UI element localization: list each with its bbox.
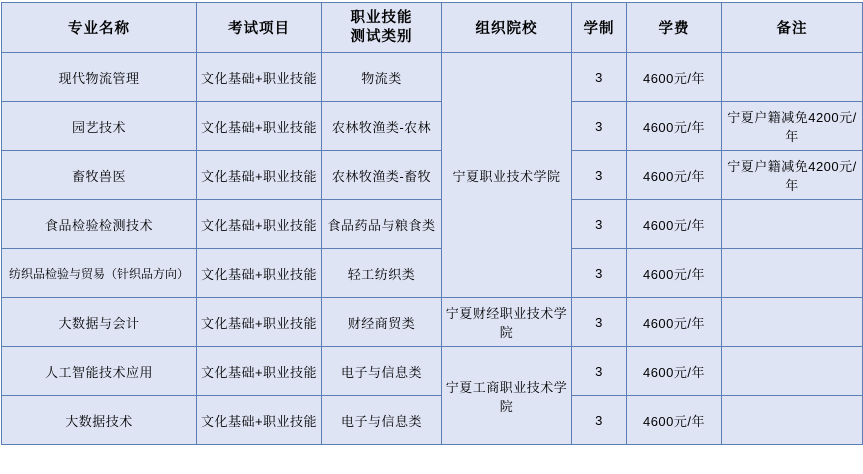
cell-remark: 宁夏户籍减免4200元/年: [722, 151, 863, 200]
column-header-remark: 备注: [722, 3, 863, 53]
column-header-skill-line1: 职业技能: [350, 10, 413, 27]
cell-school-merged: 宁夏财经职业技术学院: [442, 298, 572, 347]
cell-major: 畜牧兽医: [2, 151, 197, 200]
cell-skill: 食品药品与粮食类: [322, 200, 442, 249]
table-row: [2, 347, 863, 396]
column-header-school: 组织院校: [442, 3, 572, 53]
cell-years: 3: [572, 53, 627, 102]
cell-major: 现代物流管理: [2, 53, 197, 102]
cell-exam: 文化基础+职业技能: [197, 102, 322, 151]
cell-years: 3: [572, 396, 627, 445]
cell-fee: 4600元/年: [627, 249, 722, 298]
cell-major: 食品检验检测技术: [2, 200, 197, 249]
cell-skill: 物流类: [322, 53, 442, 102]
cell-fee: 4600元/年: [627, 53, 722, 102]
cell-exam: 文化基础+职业技能: [197, 151, 322, 200]
table-header: [2, 3, 863, 53]
table-header-row: [2, 3, 863, 53]
table-row: [2, 102, 863, 151]
cell-remark: [722, 347, 863, 396]
column-header-skill: [322, 3, 442, 53]
cell-major: 园艺技术: [2, 102, 197, 151]
cell-major: 纺织品检验与贸易（针织品方向）: [2, 249, 197, 298]
cell-fee: 4600元/年: [627, 102, 722, 151]
column-header-skill-line2: 测试类别: [350, 28, 413, 45]
cell-exam: 文化基础+职业技能: [197, 53, 322, 102]
table-body: [2, 53, 863, 445]
cell-fee: 4600元/年: [627, 298, 722, 347]
cell-remark: 宁夏户籍减免4200元/年: [722, 102, 863, 151]
cell-fee: 4600元/年: [627, 200, 722, 249]
table-row: [2, 396, 863, 445]
cell-years: 3: [572, 151, 627, 200]
cell-skill: 农林牧渔类-农林: [322, 102, 442, 151]
cell-skill: 电子与信息类: [322, 347, 442, 396]
cell-years: 3: [572, 102, 627, 151]
cell-years: 3: [572, 200, 627, 249]
cell-exam: 文化基础+职业技能: [197, 200, 322, 249]
column-header-fee: 学费: [627, 3, 722, 53]
cell-major: 人工智能技术应用: [2, 347, 197, 396]
cell-skill: 财经商贸类: [322, 298, 442, 347]
cell-years: 3: [572, 298, 627, 347]
majors-table: [1, 2, 863, 445]
table-row: [2, 298, 863, 347]
cell-remark: [722, 298, 863, 347]
table-row: [2, 53, 863, 102]
cell-years: 3: [572, 347, 627, 396]
cell-remark: [722, 249, 863, 298]
column-header-years: 学制: [572, 3, 627, 53]
cell-exam: 文化基础+职业技能: [197, 298, 322, 347]
cell-remark: [722, 200, 863, 249]
cell-skill: 电子与信息类: [322, 396, 442, 445]
column-header-major: 专业名称: [2, 3, 197, 53]
cell-remark: [722, 396, 863, 445]
table-row: [2, 200, 863, 249]
cell-skill: 农林牧渔类-畜牧: [322, 151, 442, 200]
cell-exam: 文化基础+职业技能: [197, 249, 322, 298]
cell-remark: [722, 53, 863, 102]
table-row: [2, 249, 863, 298]
cell-exam: 文化基础+职业技能: [197, 396, 322, 445]
cell-school-merged: 宁夏工商职业技术学院: [442, 347, 572, 445]
cell-fee: 4600元/年: [627, 347, 722, 396]
cell-major: 大数据技术: [2, 396, 197, 445]
spreadsheet-sheet: [0, 2, 863, 474]
cell-years: 3: [572, 249, 627, 298]
column-header-exam: 考试项目: [197, 3, 322, 53]
cell-school-merged: 宁夏职业技术学院: [442, 53, 572, 298]
cell-fee: 4600元/年: [627, 151, 722, 200]
cell-fee: 4600元/年: [627, 396, 722, 445]
table-row: [2, 151, 863, 200]
cell-major: 大数据与会计: [2, 298, 197, 347]
cell-skill: 轻工纺织类: [322, 249, 442, 298]
cell-exam: 文化基础+职业技能: [197, 347, 322, 396]
